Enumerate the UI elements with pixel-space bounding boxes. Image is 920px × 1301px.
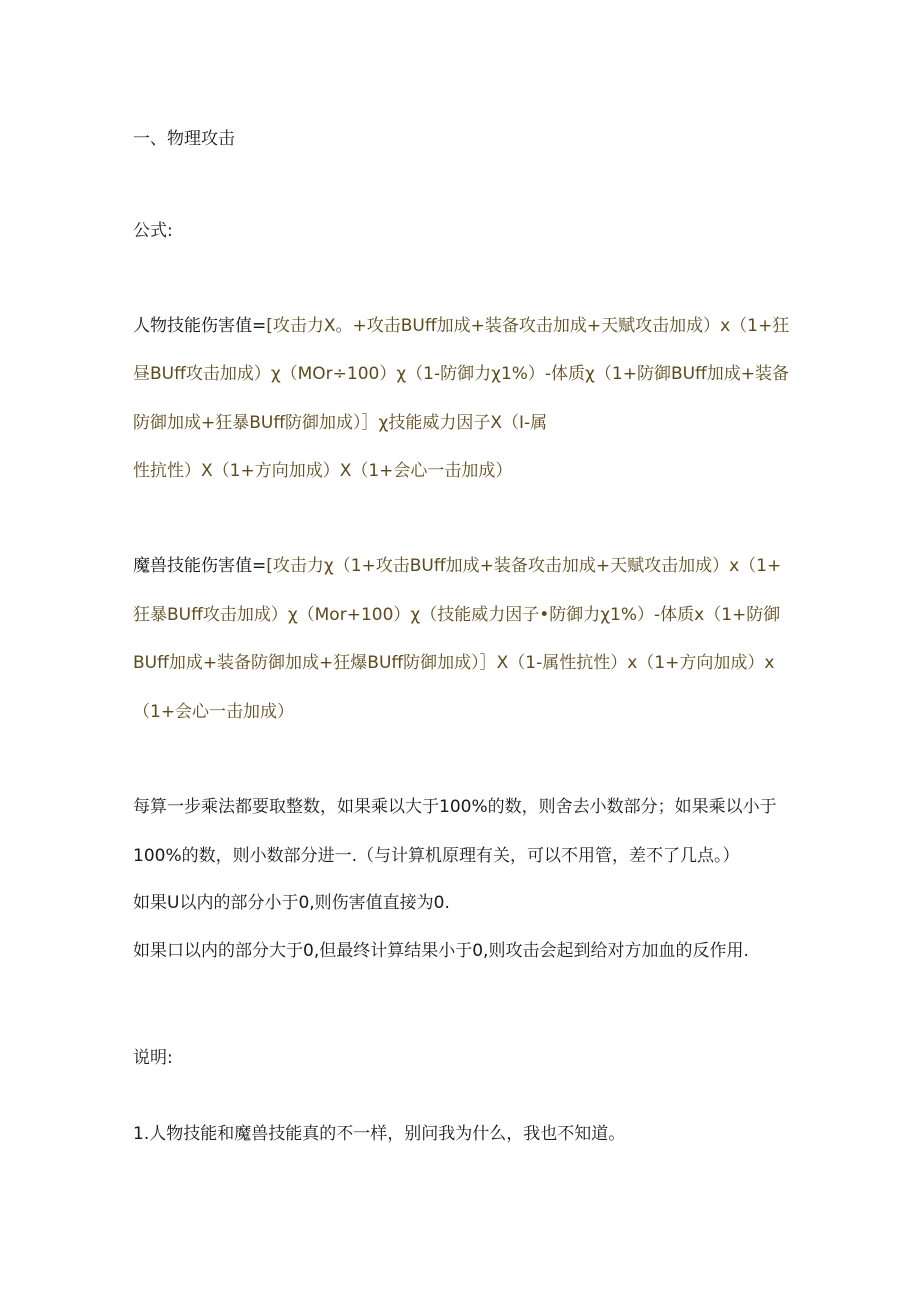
player-formula-label: 人物技能伤害值= (133, 316, 267, 336)
rule-line-2: 100%的数，则小数部分进一.（与计算机原理有关，可以不用管，差不了几点。） (133, 846, 740, 866)
beast-formula-line-1 (133, 554, 781, 578)
section-heading: 一、物理攻击 (133, 129, 235, 149)
beast-formula-line-3: BUff加成+装备防御加成+狂爆BUff防御加成）］X（1-属性抗性）x（1+方向加成）x (133, 653, 775, 673)
player-formula-line-4: 性抗性）X（1+方向加成）X（1+会心一击加成） (133, 461, 513, 481)
rule-line-1: 每算一步乘法都要取整数，如果乘以大于100%的数，则舍去小数部分；如果乘以小于 (133, 797, 777, 817)
notes-label: 说明: (133, 1048, 173, 1068)
player-formula-line-1 (133, 314, 789, 338)
beast-formula-text-1: [攻击力χ（1+攻击BUff加成+装备攻击加成+天赋攻击加成）x（1+ (266, 556, 782, 576)
player-formula-line-3: 防御加成+狂暴BUff防御加成）］χ技能威力因子X（I-属 (133, 413, 548, 433)
formula-label: 公式: (133, 221, 173, 241)
player-formula-line-2: 昼BUff攻击加成）χ（MOr÷100）χ（1-防御力χ1%）-体质χ（1+防御BUff加成+装备 (133, 364, 790, 384)
note-item-1: 1.人物技能和魔兽技能真的不一样，别问我为什么，我也不知道。 (133, 1124, 626, 1144)
player-formula-text-1: [攻击力X。+攻击BUff加成+装备攻击加成+天赋攻击加成）x（1+狂 (266, 316, 790, 336)
beast-formula-line-4: （1+会心一击加成） (133, 702, 295, 722)
rule-line-4: 如果口以内的部分大于0,但最终计算结果小于0,则攻击会起到给对方加血的反作用. (133, 941, 749, 961)
beast-formula-label: 魔兽技能伤害值= (133, 556, 267, 576)
rule-line-3: 如果U以内的部分小于0,则伤害值直接为0. (133, 893, 450, 913)
beast-formula-line-2: 狂暴BUff攻击加成）χ（Mor+100）χ（技能威力因子•防御力χ1%）-体质x（1+防御 (133, 605, 781, 625)
